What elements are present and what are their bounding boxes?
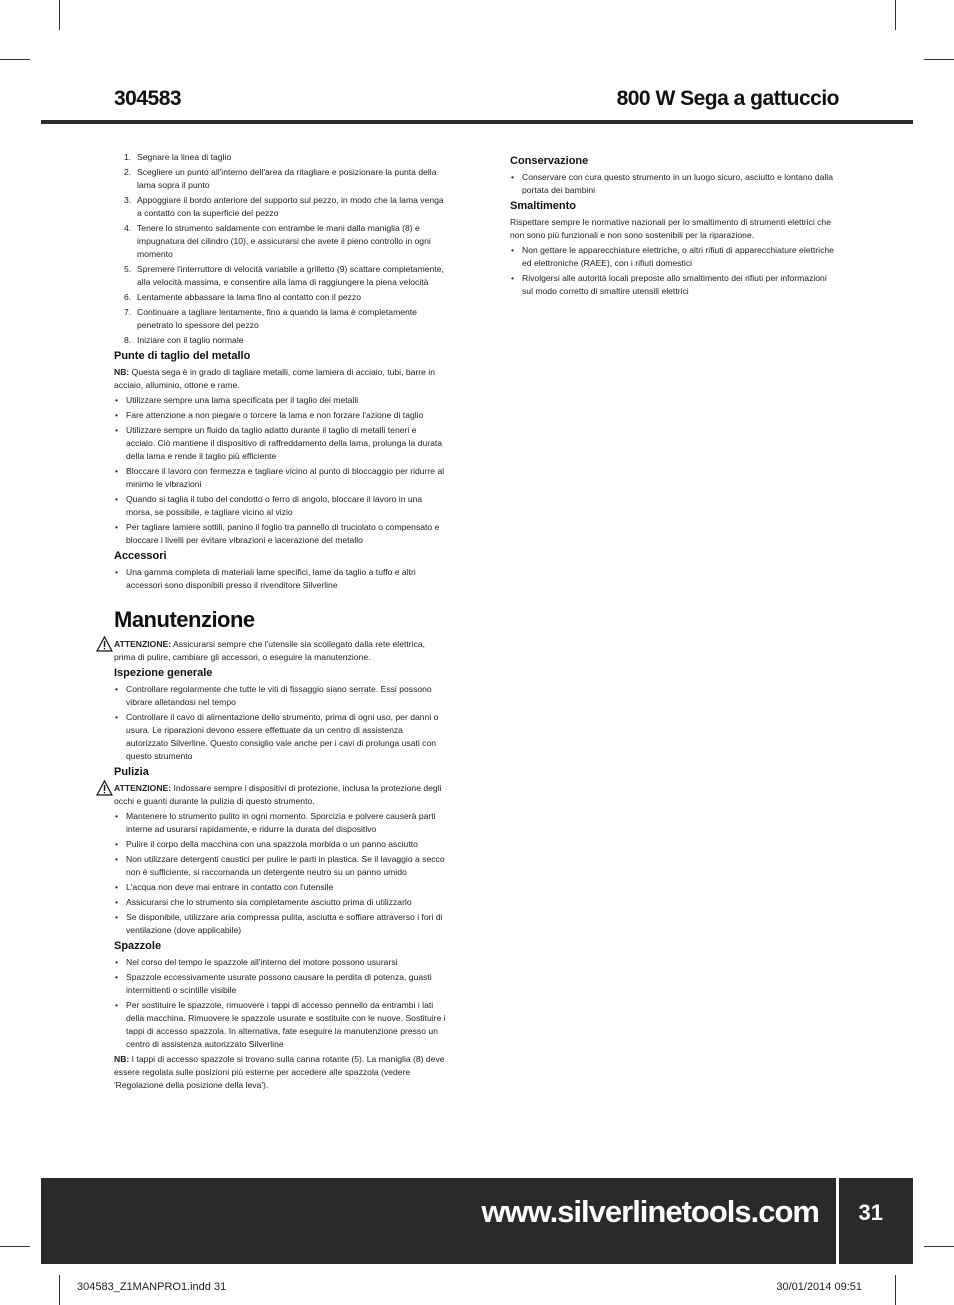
- list-item: • Bloccare il lavoro con fermezza e tagliare vicino al punto di bloccaggio per ridurre al minimo le vibrazioni: [114, 465, 446, 491]
- cleaning-warning: ATTENZIONE: Indossare sempre i dispositivi di protezione, inclusa la protezione degli occhi e guanti durante la pulizia di questo strumento.: [114, 782, 446, 808]
- list-item: • Fare attenzione a non piegare o torcere la lama e non forzare l'azione di taglio: [114, 409, 446, 422]
- list-item: • Conservare con cura questo strumento in un luogo sicuro, asciutto e lontano dalla portata dei bambini: [510, 171, 840, 197]
- list-item: • Assicurarsi che lo strumento sia completamente asciutto prima di utilizzarlo: [114, 896, 446, 909]
- crop-mark: [0, 59, 30, 60]
- list-item: • L'acqua non deve mai entrare in contatto con l'utensile: [114, 881, 446, 894]
- list-item: • Non gettare le apparecchiature elettriche, o altri rifiuti di apparecchiature elettriche ed elettroniche (RAEE), con i rifiuti domestici: [510, 244, 840, 270]
- footer-divider: [836, 1178, 839, 1264]
- list-item: • Mantenere lo strumento pulito in ogni momento. Sporcizia e polvere causerà parti interne ad usurarsi rapidamente, e ridurre la durata del dispositivo: [114, 810, 446, 836]
- smaltimento-text: Rispettare sempre le normative nazionali per lo smaltimento di strumenti elettrici che non sono più funzionali e non sono sostenibili per la riparazione.: [510, 217, 831, 240]
- list-item: • Non utilizzare detergenti caustici per pulire le parti in plastica. Se il lavaggio a secco non è sufficiente, si raccomanda un detergente neutro su un panno umido: [114, 853, 446, 879]
- section-heading-accessori: Accessori: [114, 550, 167, 562]
- header-rule: [41, 120, 913, 124]
- right-column: [510, 152, 840, 300]
- list-item: 3. Appoggiare il bordo anteriore del supporto sul pezzo, in modo che la lama venga a contatto con la superficie del pezzo: [124, 195, 444, 218]
- slug-filename: 304583_Z1MANPRO1.indd 31: [77, 1281, 227, 1293]
- list-item: • Una gamma completa di materiali lame specifici, lame da taglio a tuffo e altri accessori sono disponibili presso il rivenditore Silverline: [114, 566, 446, 592]
- section-heading-smaltimento: Smaltimento: [510, 200, 577, 212]
- list-item: • Utilizzare sempre una lama specificata per il taglio dei metalli: [114, 394, 446, 407]
- page-title: 800 W Sega a gattuccio: [616, 87, 839, 110]
- pulizia-list: [114, 810, 446, 937]
- footer-bar: [41, 1178, 913, 1264]
- product-number: 304583: [114, 87, 182, 110]
- section-heading-conservazione: Conservazione: [510, 155, 589, 167]
- list-item: 7. Continuare a tagliare lentamente, fino a quando la lama è completamente penetrato lo spessore del pezzo: [124, 307, 417, 330]
- accessori-list: [114, 566, 446, 592]
- crop-mark: [59, 1275, 60, 1305]
- left-column: [114, 151, 446, 1094]
- list-item: 1. Segnare la linea di taglio: [124, 152, 232, 162]
- list-item: • Se disponibile, utilizzare aria compressa pulita, asciutta e soffiare attraverso i fori di ventilazione (dove applicabile): [114, 911, 446, 937]
- list-item: • Utilizzare sempre un fluido da taglio adatto durante il taglio di metalli teneri e acciaio. Ciò mantiene il dispositivo di raffreddamento della lama, prolunga la durata della lama e rende il taglio più efficiente: [114, 424, 446, 463]
- section-heading-spazzole: Spazzole: [114, 940, 162, 952]
- list-item: • Controllare il cavo di alimentazione dello strumento, prima di ogni uso, per danni o usura. Le riparazioni devono essere effettuate da un centro di assistenza autorizzato Silverline. Questo consiglio vale anche per i cavi di prolunga usati con questo strumento: [114, 711, 446, 763]
- slug-date: 30/01/2014 09:51: [776, 1281, 862, 1293]
- list-item: 4. Tenere lo strumento saldamente con entrambe le mani dalla maniglia (8) e impugnatura del cilindro (10), e assicurarsi che avete il pieno controllo in ogni momento: [124, 223, 431, 259]
- spazzole-list: [114, 956, 446, 1051]
- list-item: 8. Iniziare con il taglio normale: [124, 335, 244, 345]
- maintenance-warning: ATTENZIONE: Assicurarsi sempre che l'utensile sia scollegato dalla rete elettrica, prima di pulire, cambiare gli accessori, o eseguire la manutenzione.: [114, 638, 446, 664]
- page-number: 31: [858, 1200, 883, 1225]
- warning-triangle-icon: [96, 636, 113, 652]
- list-item: • Rivolgersi alle autorità locali preposte allo smaltimento dei rifiuti per informazioni sul modo corretto di smaltire utensili elettrici: [510, 272, 840, 298]
- warning-triangle-icon: [96, 780, 113, 796]
- list-item: 6. Lentamente abbassare la lama fino al contatto con il pezzo: [124, 292, 362, 302]
- crop-mark: [924, 1246, 954, 1247]
- section-heading-ispezione: Ispezione generale: [114, 667, 213, 679]
- smaltimento-list: [510, 244, 840, 298]
- crop-mark: [59, 0, 60, 30]
- section-heading-metal: Punte di taglio del metallo: [114, 350, 251, 362]
- section-heading-pulizia: Pulizia: [114, 766, 149, 778]
- list-item: • Nel corso del tempo le spazzole all'interno del motore possono usurarsi: [114, 956, 446, 969]
- list-item: • Pulire il corpo della macchina con una spazzola morbida o un panno asciutto: [114, 838, 446, 851]
- list-item: • Per tagliare lamiere sottili, panino il foglio tra pannello di truciolato o compensato e bloccare i livelli per evitare vibrazioni e lacerazione del metallo: [114, 521, 446, 547]
- crop-mark: [895, 1275, 896, 1305]
- metal-note: NB: Questa sega è in grado di tagliare metalli, come lamiera di acciaio, tubi, barre in acciaio, alluminio, ottone e rame.: [114, 367, 435, 390]
- website-url: www.silverlinetools.com: [481, 1194, 819, 1229]
- list-item: 5. Spremere l'interruttore di velocità variabile a grilletto (9) scattare completamente, alla velocità massima, e consentire alla lama di raggiungere la piena velocità: [124, 264, 444, 287]
- list-item: • Quando si taglia il tubo del condotto o ferro di angolo, bloccare il lavoro in una morsa, se possibile, e tagliare vicino al vizio: [114, 493, 446, 519]
- metal-tips-list: [114, 394, 446, 547]
- conservazione-list: [510, 171, 840, 197]
- brushes-note: NB: I tappi di accesso spazzole si trovano sulla canna rotante (5). La maniglia (8) deve essere regolata sulle posizioni più esterne per accedere alle spazzola (vedere 'Regolazione della posizione della leva').: [114, 1054, 445, 1090]
- page-header: [41, 84, 913, 124]
- crop-mark: [0, 1246, 30, 1247]
- list-item: • Per sostituire le spazzole, rimuovere i tappi di accesso pennello da entrambi i lati della macchina. Rimuovere le spazzole usurate e sostituite con le nuove. Sostituire i tappi di accesso spazzola. In alternativa, fate eseguire la manutenzione presso un centro di assistenza autorizzato Silverline: [114, 999, 446, 1051]
- section-title-manutenzione: Manutenzione: [114, 607, 255, 632]
- cutting-steps-list: [114, 151, 446, 347]
- list-item: 2. Scegliere un punto all'interno dell'area da ritagliare e posizionare la punta della lama sopra il punto: [124, 167, 437, 190]
- ispezione-list: [114, 683, 446, 763]
- crop-mark: [924, 59, 954, 60]
- list-item: • Spazzole eccessivamente usurate possono causare la perdita di potenza, guasti intermittenti o scintille visibile: [114, 971, 446, 997]
- crop-mark: [895, 0, 896, 30]
- list-item: • Controllare regolarmente che tutte le viti di fissaggio siano serrate. Essi possono vibrare alletandosi nel tempo: [114, 683, 446, 709]
